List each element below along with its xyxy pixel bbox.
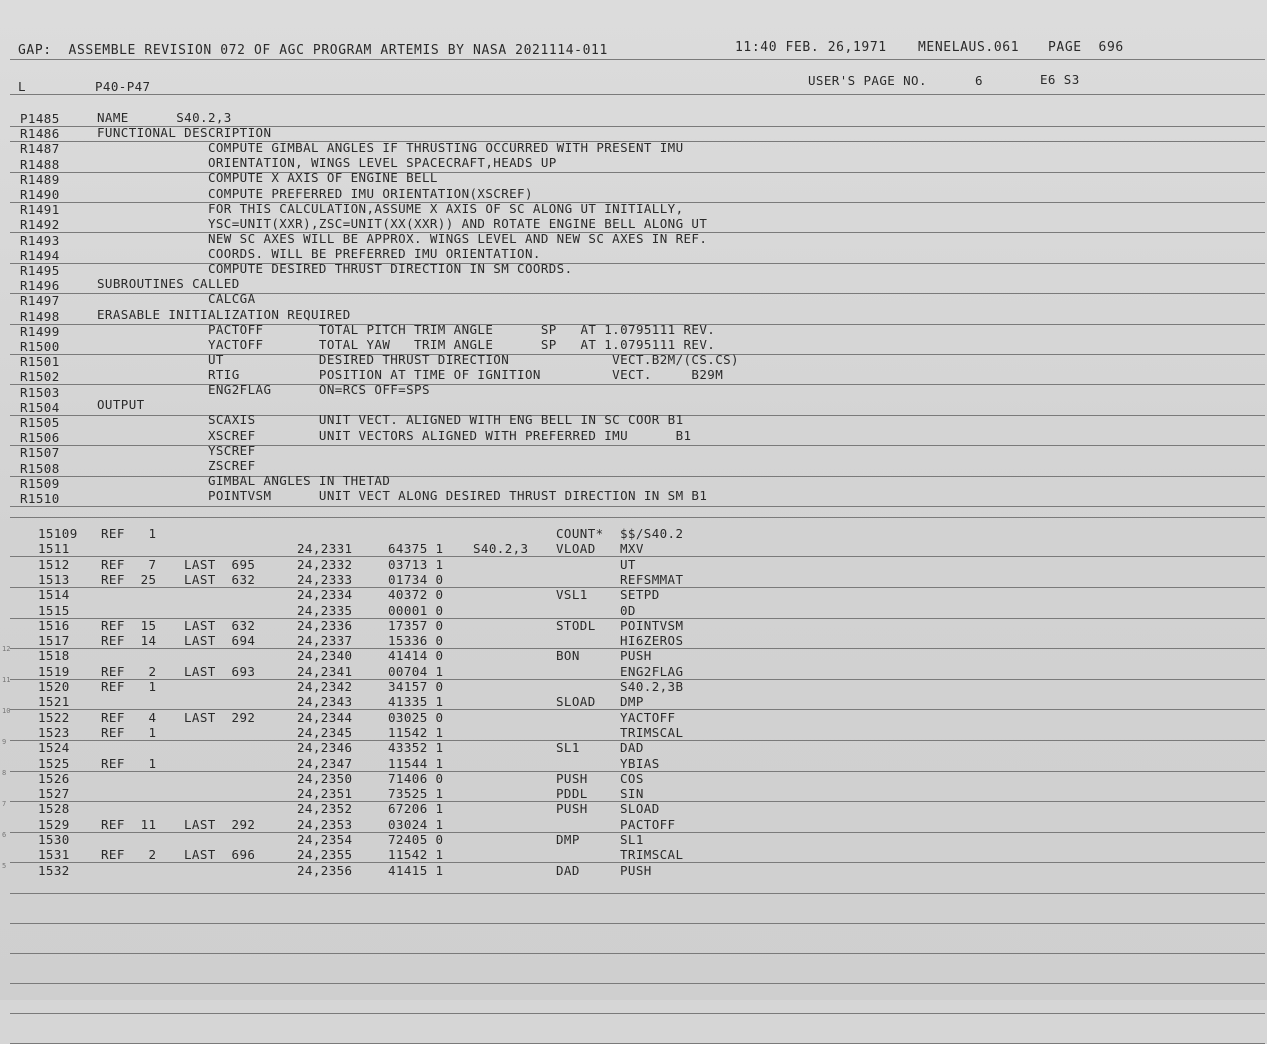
line-number: 1528 (38, 801, 70, 817)
address: 24,2353 (297, 816, 353, 832)
remark-text: FOR THIS CALCULATION,ASSUME X AXIS OF SC ALONG UT INITIALLY, (97, 200, 684, 216)
last-ref: LAST 632 (184, 571, 256, 587)
operand: PACTOFF (620, 816, 676, 832)
opcode: STODL (556, 617, 596, 633)
remark-id: R1491 (20, 202, 60, 218)
users-page-label: USER'S PAGE NO. (808, 73, 927, 88)
ref-count: REF 15 (101, 617, 157, 633)
remark-id: R1507 (20, 445, 60, 461)
octal-code: 34157 0 (388, 679, 444, 694)
remark-id: R1494 (20, 247, 60, 263)
margin-mark: 6 (2, 831, 7, 839)
remark-id: R1500 (20, 339, 60, 354)
operand: COS (620, 770, 644, 786)
remark-id: R1501 (20, 354, 60, 370)
line-number: 1517 (38, 633, 70, 649)
line-number: 1523 (38, 724, 70, 740)
listing-name: MENELAUS.061 (918, 40, 1020, 55)
listing-flag: L (18, 79, 26, 94)
octal-code: 03024 1 (388, 816, 444, 832)
octal-code: 41414 0 (388, 648, 444, 664)
octal-code: 41335 1 (388, 694, 444, 710)
remark-text: YACTOFF TOTAL YAW TRIM ANGLE SP AT 1.0795111 REV. (97, 336, 716, 352)
octal-code: 40372 0 (388, 587, 444, 603)
ref-count: REF 2 (101, 847, 157, 863)
address: 24,2341 (297, 663, 353, 679)
remark-text: NAME S40.2,3 (97, 110, 232, 125)
address: 24,2342 (297, 679, 353, 694)
octal-code: 41415 1 (388, 862, 444, 878)
remark-text: CALCGA (97, 291, 256, 307)
remark-text: COMPUTE X AXIS OF ENGINE BELL (97, 170, 438, 186)
last-ref: LAST 632 (184, 617, 256, 633)
octal-code: 73525 1 (388, 786, 444, 802)
remark-text: COMPUTE GIMBAL ANGLES IF THRUSTING OCCURRED WITH PRESENT IMU (97, 140, 684, 156)
line-number: 1512 (38, 556, 70, 572)
row-rule (10, 923, 1265, 924)
remark-text: SUBROUTINES CALLED (97, 276, 240, 292)
ref-count: REF 1 (101, 679, 157, 694)
opcode: PDDL (556, 786, 588, 802)
opcode: COUNT* (556, 526, 604, 541)
remark-text: YSC=UNIT(XXR),ZSC=UNIT(XX(XXR)) AND ROTATE ENGINE BELL ALONG UT (97, 215, 708, 231)
octal-code: 11542 1 (388, 847, 444, 863)
row-rule (10, 953, 1265, 954)
listing-title: GAP: ASSEMBLE REVISION 072 OF AGC PROGRAM ARTEMIS BY NASA 2021114-011 (18, 43, 608, 58)
remark-text: ENG2FLAG ON=RCS OFF=SPS (97, 382, 430, 398)
operand: DMP (620, 694, 644, 710)
line-number: 1532 (38, 862, 70, 878)
ref-count: REF 11 (101, 816, 157, 832)
line-number: 1515 (38, 602, 70, 618)
remark-text: ZSCREF (97, 457, 256, 473)
margin-mark: 9 (2, 738, 7, 746)
remark-text: COMPUTE DESIRED THRUST DIRECTION IN SM COORDS. (97, 261, 573, 277)
subheader-rule (10, 94, 1265, 95)
operand: REFSMMAT (620, 571, 684, 587)
line-number: 1527 (38, 786, 70, 802)
remark-text: OUTPUT (97, 397, 145, 413)
line-number: 1531 (38, 847, 70, 863)
ref-count: REF 4 (101, 709, 157, 725)
octal-code: 01734 0 (388, 571, 444, 587)
operand: YACTOFF (620, 709, 676, 725)
remark-id: R1493 (20, 232, 60, 248)
last-ref: LAST 292 (184, 816, 256, 832)
line-number: 1524 (38, 740, 70, 756)
line-number: 1530 (38, 832, 70, 847)
margin-mark: 8 (2, 769, 7, 777)
remark-text: RTIG POSITION AT TIME OF IGNITION VECT. B29M (97, 367, 724, 383)
margin-mark: 5 (2, 862, 7, 870)
ref-count: REF 1 (101, 526, 157, 541)
remark-id: R1489 (20, 171, 60, 187)
remark-text: ERASABLE INITIALIZATION REQUIRED (97, 306, 351, 322)
operand: MXV (620, 541, 644, 557)
remark-id: R1496 (20, 278, 60, 294)
last-ref: LAST 693 (184, 663, 256, 679)
octal-code: 11542 1 (388, 724, 444, 740)
operand: $$/S40.2 (620, 526, 684, 541)
page-number: PAGE 696 (1048, 40, 1124, 55)
operand: SLOAD (620, 801, 660, 817)
octal-code: 03025 0 (388, 709, 444, 725)
last-ref: LAST 695 (184, 556, 256, 572)
address: 24,2334 (297, 587, 353, 603)
margin-mark: 7 (2, 800, 7, 808)
operand: 0D (620, 602, 636, 618)
row-rule (10, 893, 1265, 894)
line-number: 1519 (38, 663, 70, 679)
remark-id: R1503 (20, 384, 60, 400)
operand: TRIMSCAL (620, 724, 684, 740)
line-number: 1518 (38, 648, 70, 664)
octal-code: 64375 1 (388, 541, 444, 557)
octal-code: 72405 0 (388, 832, 444, 847)
opcode: VSL1 (556, 587, 588, 603)
address: 24,2346 (297, 740, 353, 756)
remark-text: SCAXIS UNIT VECT. ALIGNED WITH ENG BELL IN SC COOR B1 (97, 412, 684, 428)
remark-text: COORDS. WILL BE PREFERRED IMU ORIENTATION. (97, 246, 541, 262)
line-number: 15109 (38, 526, 78, 541)
opcode: DAD (556, 862, 580, 878)
remark-id: R1497 (20, 293, 60, 309)
operand: SL1 (620, 832, 644, 847)
octal-code: 67206 1 (388, 801, 444, 817)
last-ref: LAST 696 (184, 847, 256, 863)
remark-id: R1504 (20, 399, 60, 415)
octal-code: 03713 1 (388, 556, 444, 572)
address: 24,2335 (297, 602, 353, 618)
octal-code: 15336 0 (388, 633, 444, 649)
line-number: 1529 (38, 816, 70, 832)
address: 24,2336 (297, 617, 353, 633)
row-rule (10, 983, 1265, 984)
operand: UT (620, 556, 636, 572)
line-number: 1514 (38, 587, 70, 603)
remark-id: R1488 (20, 156, 60, 172)
remark-id: R1505 (20, 415, 60, 430)
line-number: 1526 (38, 770, 70, 786)
address: 24,2354 (297, 832, 353, 847)
opcode: DMP (556, 832, 580, 847)
remark-text: YSCREF (97, 442, 256, 458)
operand: YBIAS (620, 755, 660, 771)
operand: TRIMSCAL (620, 847, 684, 863)
ref-count: REF 25 (101, 571, 157, 587)
remark-id: R1486 (20, 126, 60, 142)
address: 24,2350 (297, 770, 353, 786)
address: 24,2344 (297, 709, 353, 725)
opcode: PUSH (556, 770, 588, 786)
address: 24,2343 (297, 694, 353, 710)
remark-id: R1487 (20, 141, 60, 157)
address: 24,2337 (297, 633, 353, 649)
address: 24,2331 (297, 541, 353, 557)
opcode: VLOAD (556, 541, 596, 557)
line-number: 1521 (38, 694, 70, 710)
address: 24,2355 (297, 847, 353, 863)
operand: PUSH (620, 648, 652, 664)
remark-text: GIMBAL ANGLES IN THETAD (97, 472, 391, 488)
ref-count: REF 14 (101, 633, 157, 649)
address: 24,2352 (297, 801, 353, 817)
ref-count: REF 1 (101, 755, 157, 771)
section-rule (10, 517, 1265, 518)
label: S40.2,3 (473, 541, 529, 557)
line-number: 1525 (38, 755, 70, 771)
listing-time: 11:40 FEB. 26,1971 (735, 40, 887, 55)
remark-id: R1495 (20, 263, 60, 278)
remark-id: R1502 (20, 369, 60, 385)
row-rule (10, 1013, 1265, 1014)
operand: S40.2,3B (620, 679, 684, 694)
octal-code: 43352 1 (388, 740, 444, 756)
address: 24,2340 (297, 648, 353, 664)
remark-text: FUNCTIONAL DESCRIPTION (97, 125, 272, 141)
address: 24,2351 (297, 786, 353, 802)
remark-text: COMPUTE PREFERRED IMU ORIENTATION(XSCREF) (97, 185, 533, 201)
users-page-number: 6 (975, 73, 983, 88)
address: 24,2332 (297, 556, 353, 572)
address: 24,2356 (297, 862, 353, 878)
octal-code: 71406 0 (388, 770, 444, 786)
line-number: 1522 (38, 709, 70, 725)
opcode: SLOAD (556, 694, 596, 710)
remark-id: R1490 (20, 187, 60, 202)
section-code: E6 S3 (1040, 72, 1080, 87)
octal-code: 00001 0 (388, 602, 444, 618)
address: 24,2345 (297, 724, 353, 740)
octal-code: 00704 1 (388, 663, 444, 679)
operand: ENG2FLAG (620, 663, 684, 679)
opcode: SL1 (556, 740, 580, 756)
ref-count: REF 1 (101, 724, 157, 740)
remark-text: UT DESIRED THRUST DIRECTION VECT.B2M/(CS.CS) (97, 351, 739, 367)
operand: SETPD (620, 587, 660, 603)
operand: SIN (620, 786, 644, 802)
ref-count: REF 2 (101, 663, 157, 679)
operand: HI6ZEROS (620, 633, 684, 649)
remark-id: R1506 (20, 430, 60, 446)
line-number: 1511 (38, 541, 70, 557)
remark-text: PACTOFF TOTAL PITCH TRIM ANGLE SP AT 1.0795111 REV. (97, 321, 716, 337)
address: 24,2333 (297, 571, 353, 587)
margin-mark: 12 (2, 645, 11, 653)
remark-id: P1485 (20, 111, 60, 126)
header-rule (10, 59, 1265, 60)
remark-id: R1498 (20, 308, 60, 324)
margin-mark: 10 (2, 707, 11, 715)
remark-text: ORIENTATION, WINGS LEVEL SPACECRAFT,HEADS UP (97, 155, 557, 171)
line-number: 1513 (38, 571, 70, 587)
operand: PUSH (620, 862, 652, 878)
line-number: 1520 (38, 679, 70, 694)
section-name: P40-P47 (95, 79, 151, 94)
ref-count: REF 7 (101, 556, 157, 572)
octal-code: 11544 1 (388, 755, 444, 771)
remark-id: R1509 (20, 475, 60, 491)
margin-mark: 11 (2, 676, 11, 684)
row-rule (10, 506, 1265, 507)
opcode: PUSH (556, 801, 588, 817)
remark-id: R1492 (20, 217, 60, 233)
remark-text: NEW SC AXES WILL BE APPROX. WINGS LEVEL AND NEW SC AXES IN REF. (97, 230, 708, 246)
remark-text: XSCREF UNIT VECTORS ALIGNED WITH PREFERRED IMU B1 (97, 427, 692, 443)
remark-id: R1508 (20, 460, 60, 476)
last-ref: LAST 292 (184, 709, 256, 725)
line-number: 1516 (38, 617, 70, 633)
octal-code: 17357 0 (388, 617, 444, 633)
remark-text: POINTVSM UNIT VECT ALONG DESIRED THRUST DIRECTION IN SM B1 (97, 488, 708, 503)
remark-id: R1510 (20, 491, 60, 506)
last-ref: LAST 694 (184, 633, 256, 649)
operand: POINTVSM (620, 617, 684, 633)
address: 24,2347 (297, 755, 353, 771)
remark-id: R1499 (20, 323, 60, 339)
opcode: BON (556, 648, 580, 664)
operand: DAD (620, 740, 644, 756)
